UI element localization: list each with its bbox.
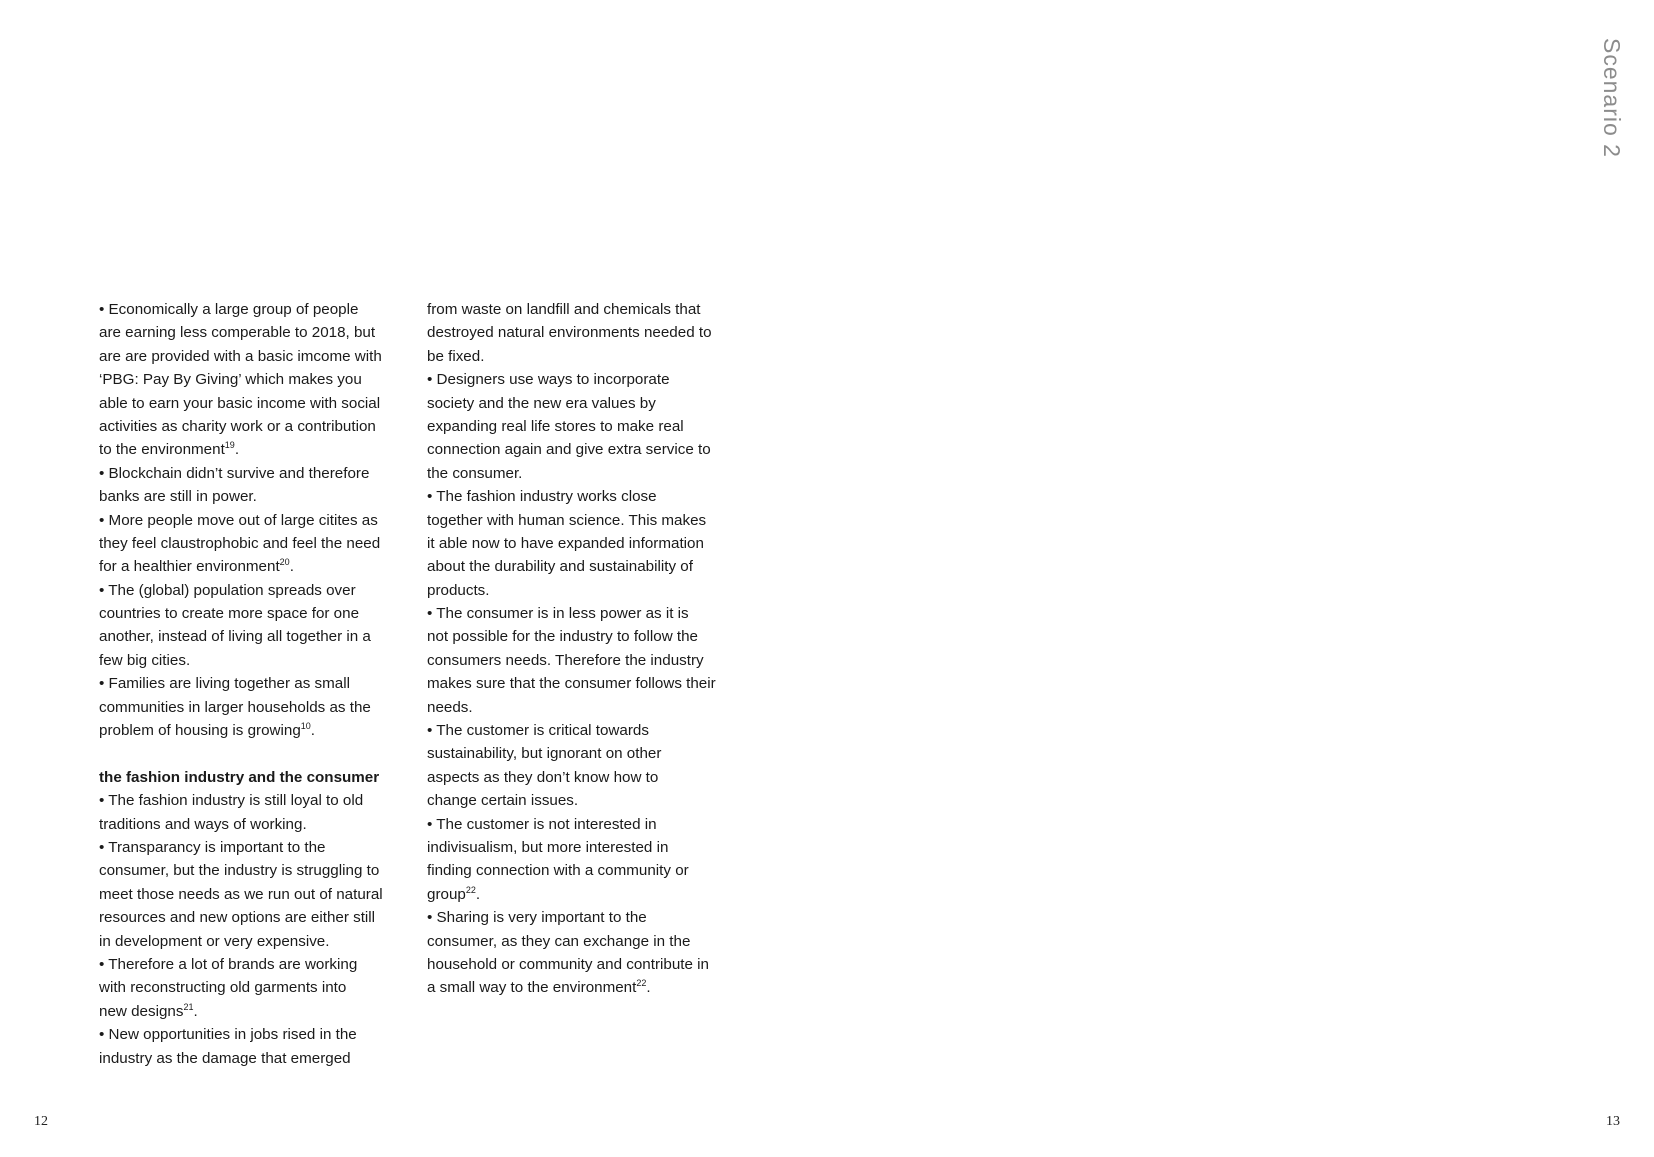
footnote-reference: 10	[300, 721, 311, 732]
line-text: consumer, as they can exchange in the	[427, 932, 691, 950]
text-line	[99, 1047, 415, 1070]
text-line	[427, 438, 743, 461]
line-text: • The fashion industry is still loyal to old	[99, 792, 364, 810]
footnote-reference: 20	[279, 557, 290, 568]
line-text: the consumer.	[427, 464, 523, 482]
text-line	[427, 649, 743, 672]
blank-line	[99, 742, 415, 765]
page-number-right: 13	[1606, 1114, 1620, 1129]
right-text-column	[427, 298, 743, 1000]
text-line	[99, 509, 415, 532]
text-line	[99, 719, 415, 742]
line-suffix: .	[310, 722, 316, 740]
text-line	[427, 813, 743, 836]
text-line	[99, 602, 415, 625]
line-text: • The customer is not interested in	[427, 815, 657, 833]
line-text: • Blockchain didn’t survive and therefore	[99, 464, 370, 482]
line-text: communities in larger households as the	[99, 698, 371, 716]
text-line	[427, 976, 743, 999]
text-line	[99, 485, 415, 508]
text-line	[427, 883, 743, 906]
line-text: • Sharing is very important to the	[427, 909, 647, 927]
line-text: are are provided with a basic imcome with	[99, 347, 382, 365]
line-suffix: .	[289, 558, 294, 576]
line-text: the fashion industry and the consumer	[99, 768, 380, 786]
text-line	[427, 392, 743, 415]
footnote-reference: 22	[636, 978, 647, 989]
line-text: traditions and ways of working.	[99, 815, 307, 833]
text-line	[99, 555, 415, 578]
scenario-side-title: Scenario 2	[1599, 38, 1625, 158]
text-line	[99, 1023, 415, 1046]
line-text: few big cities.	[99, 651, 191, 669]
line-text: needs.	[427, 698, 473, 716]
text-line	[99, 976, 415, 999]
line-text: able to earn your basic income with social	[99, 394, 381, 412]
text-line	[99, 930, 415, 953]
line-text: new designs	[99, 1002, 184, 1020]
line-text: finding connection with a community or	[427, 862, 689, 880]
line-text: industry as the damage that emerged	[99, 1049, 351, 1067]
line-text: about the durability and sustainability of	[427, 558, 693, 576]
text-line	[99, 298, 415, 321]
text-line	[427, 672, 743, 695]
text-line	[427, 485, 743, 508]
line-text: • New opportunities in jobs rised in the	[99, 1026, 357, 1044]
line-text: countries to create more space for one	[99, 605, 360, 623]
footnote-reference: 22	[465, 884, 476, 895]
line-suffix: .	[193, 1002, 198, 1020]
text-line	[427, 789, 743, 812]
line-text: for a healthier environment	[99, 558, 280, 576]
text-line	[427, 415, 743, 438]
text-line	[99, 392, 415, 415]
text-line	[427, 906, 743, 929]
text-line	[99, 345, 415, 368]
text-line	[99, 368, 415, 391]
line-text: aspects as they don’t know how to	[427, 768, 659, 786]
line-text: problem of housing is growing	[99, 722, 301, 740]
line-text: they feel claustrophobic and feel the need	[99, 534, 381, 552]
text-line	[99, 836, 415, 859]
text-line	[99, 906, 415, 929]
line-text: together with human science. This makes	[427, 511, 707, 529]
line-text: • Designers use ways to incorporate	[427, 371, 670, 389]
line-text: be fixed.	[427, 347, 485, 365]
line-text: resources and new options are either still	[99, 909, 376, 927]
line-text: it able now to have expanded information	[427, 534, 704, 552]
line-text: • The consumer is in less power as it is	[427, 605, 689, 623]
text-line	[427, 532, 743, 555]
line-text: household or community and contribute in	[427, 955, 709, 973]
text-line	[427, 579, 743, 602]
page-number-left: 12	[34, 1114, 48, 1129]
line-text: are earning less comperable to 2018, but	[99, 324, 376, 342]
text-line	[99, 438, 415, 461]
text-line	[427, 368, 743, 391]
text-line	[99, 696, 415, 719]
text-line	[427, 602, 743, 625]
line-text: • The fashion industry works close	[427, 488, 657, 506]
text-line	[99, 649, 415, 672]
line-text: makes sure that the consumer follows their	[427, 675, 716, 693]
line-text: consumer, but the industry is struggling to	[99, 862, 380, 880]
text-line	[427, 953, 743, 976]
text-line	[427, 719, 743, 742]
text-line	[427, 766, 743, 789]
text-line	[99, 813, 415, 836]
text-line	[99, 1000, 415, 1023]
line-text: in development or very expensive.	[99, 932, 330, 950]
line-text: banks are still in power.	[99, 488, 257, 506]
line-text: from waste on landfill and chemicals that	[427, 301, 701, 318]
line-suffix: .	[475, 885, 481, 903]
line-text: • Therefore a lot of brands are working	[99, 955, 358, 973]
line-text: to the environment	[99, 441, 225, 459]
line-text: consumers needs. Therefore the industry	[427, 651, 704, 669]
text-line	[99, 953, 415, 976]
text-line	[99, 321, 415, 344]
text-line	[427, 859, 743, 882]
line-text: • Transparancy is important to the	[99, 838, 326, 856]
section-heading	[99, 766, 415, 789]
text-line	[99, 789, 415, 812]
text-line	[427, 321, 743, 344]
text-line	[99, 883, 415, 906]
line-text: destroyed natural environments needed to	[427, 324, 712, 342]
text-line	[99, 532, 415, 555]
left-text-column	[99, 298, 415, 1070]
line-text: • Families are living together as small	[99, 675, 350, 693]
line-text: another, instead of living all together in a	[99, 628, 371, 646]
text-line	[99, 672, 415, 695]
line-text: society and the new era values by	[427, 394, 656, 412]
text-line	[427, 696, 743, 719]
line-text: group	[427, 885, 466, 903]
line-text: connection again and give extra service to	[427, 441, 711, 459]
line-suffix: .	[234, 441, 240, 459]
line-text: not possible for the industry to follow the	[427, 628, 698, 646]
line-text: meet those needs as we run out of natural	[99, 885, 383, 903]
text-line	[99, 859, 415, 882]
line-text: • More people move out of large citites as	[99, 511, 378, 529]
line-text: sustainability, but ignorant on other	[427, 745, 662, 763]
line-text: indivisualism, but more interested in	[427, 838, 669, 856]
line-text: with reconstructing old garments into	[99, 979, 347, 997]
text-line	[427, 462, 743, 485]
line-text: • Economically a large group of people	[99, 301, 359, 318]
line-text: • The customer is critical towards	[427, 722, 649, 740]
text-line	[427, 930, 743, 953]
text-line	[427, 345, 743, 368]
text-line	[427, 836, 743, 859]
line-suffix: .	[646, 979, 651, 997]
text-line	[427, 625, 743, 648]
text-line	[99, 625, 415, 648]
text-line	[99, 462, 415, 485]
text-line	[427, 298, 743, 321]
text-line	[427, 509, 743, 532]
footnote-reference: 21	[183, 1001, 194, 1012]
line-text: expanding real life stores to make real	[427, 417, 684, 435]
line-text: activities as charity work or a contribution	[99, 417, 376, 435]
text-line	[427, 555, 743, 578]
footnote-reference: 19	[224, 440, 235, 451]
line-text: ‘PBG: Pay By Giving’ which makes you	[99, 371, 362, 389]
line-text: a small way to the environment	[427, 979, 637, 997]
text-line	[427, 742, 743, 765]
line-text: change certain issues.	[427, 792, 579, 810]
line-text: • The (global) population spreads over	[99, 581, 356, 599]
text-line	[99, 579, 415, 602]
line-text: products.	[427, 581, 490, 599]
text-line	[99, 415, 415, 438]
